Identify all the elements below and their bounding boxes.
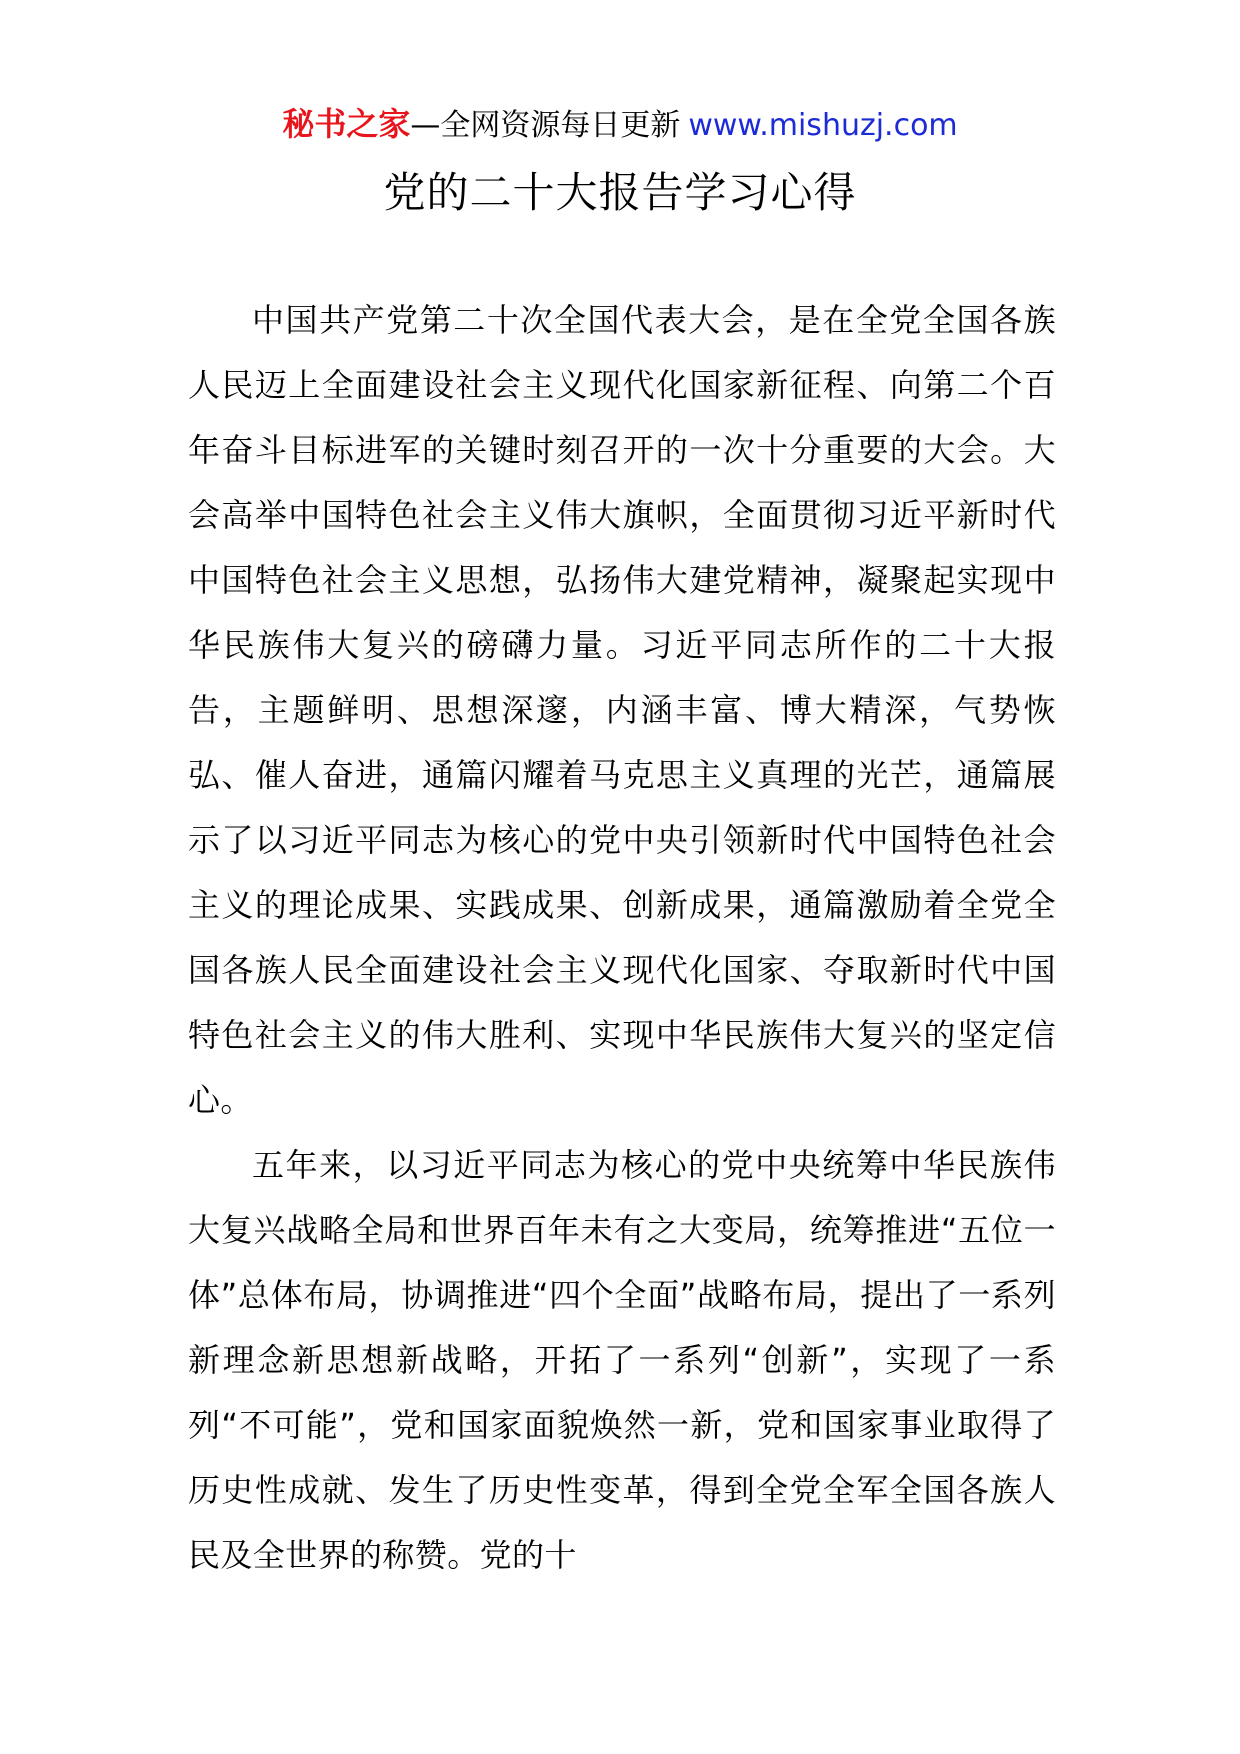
site-tagline: —全网资源每日更新 <box>410 108 681 143</box>
document-title: 党的二十大报告学习心得 <box>383 168 857 217</box>
brand-name: 秘书之家 <box>282 105 411 143</box>
site-url-link[interactable]: www.mishuzj.com <box>688 108 958 143</box>
document-body <box>188 288 1056 1588</box>
paragraph-2: 五年来，以习近平同志为核心的党中央统筹中华民族伟大复兴战略全局和世界百年未有之大变局，统筹推进“五位一体”总体布局，协调推进“四个全面”战略布局，提出了一系列新理念新思想新战略，开拓了一系列“创新”，实现了一系列“不可能”，党和国家面貌焕然一新，党和国家事业取得了历史性成就、发生了历史性变革，得到全党全军全国各族人民及全世界的称赞。党的十 <box>188 1146 1056 1574</box>
paragraph-1: 中国共产党第二十次全国代表大会，是在全党全国各族人民迈上全面建设社会主义现代化国家新征程、向第二个百年奋斗目标进军的关键时刻召开的一次十分重要的大会。大会高举中国特色社会主义伟大旗帜，全面贯彻习近平新时代中国特色社会主义思想，弘扬伟大建党精神，凝聚起实现中华民族伟大复兴的磅礴力量。习近平同志所作的二十大报告，主题鲜明、思想深邃，内涵丰富、博大精深，气势恢弘、催人奋进，通篇闪耀着马克思主义真理的光芒，通篇展示了以习近平同志为核心的党中央引领新时代中国特色社会主义的理论成果、实践成果、创新成果，通篇激励着全党全国各族人民全面建设社会主义现代化国家、夺取新时代中国特色社会主义的伟大胜利、实现中华民族伟大复兴的坚定信心。 <box>188 301 1056 1119</box>
site-header <box>0 100 1240 150</box>
